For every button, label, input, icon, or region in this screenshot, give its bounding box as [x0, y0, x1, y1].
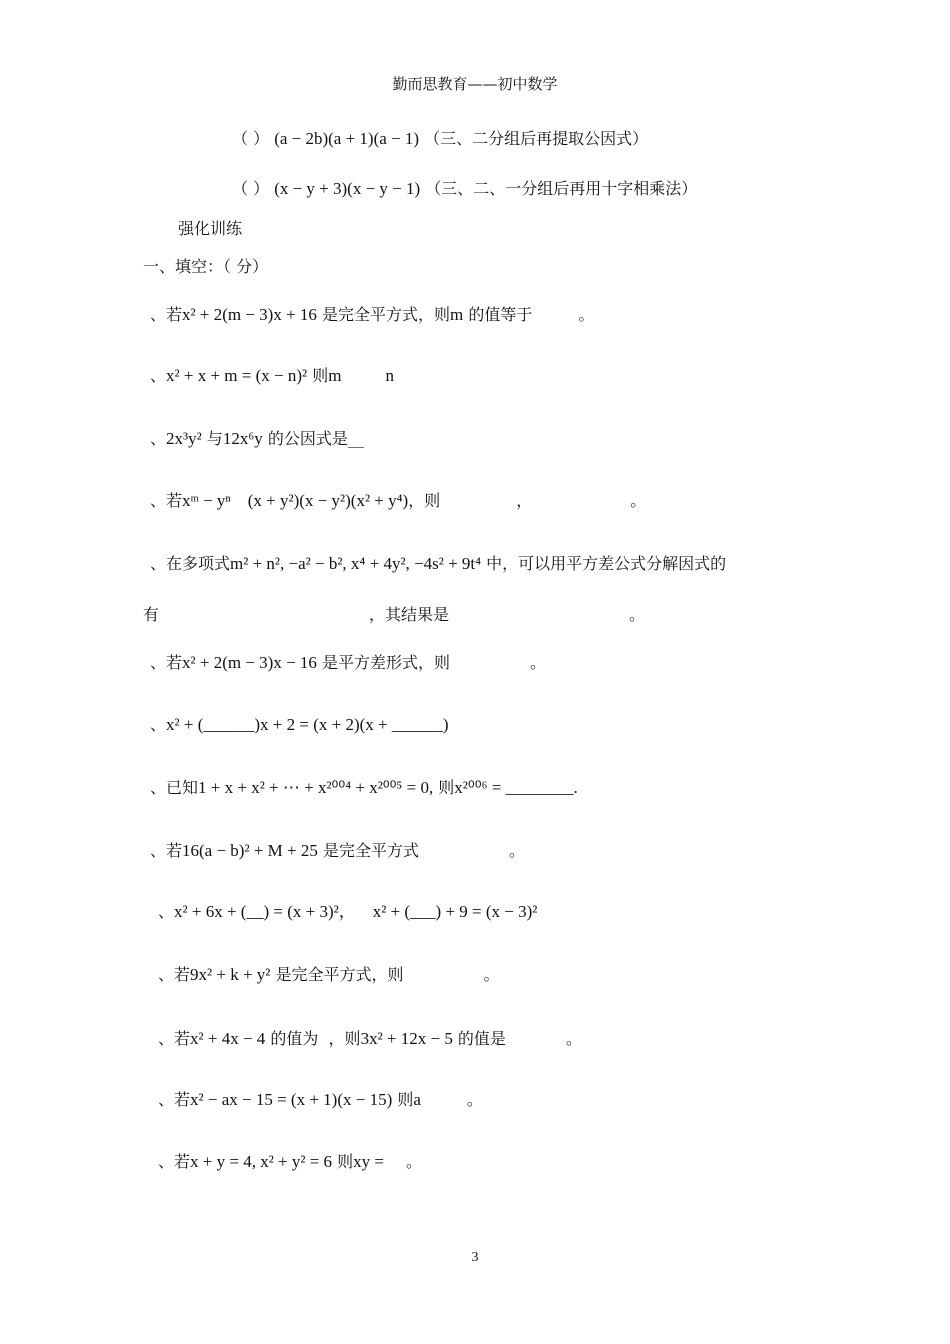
item-math: x² − ax − 15 = (x + 1)(x − 15): [190, 1090, 393, 1109]
item-text: 是完全平方式，则: [316, 305, 451, 324]
answer-expression: (x − y + 3)(x − y − 1): [274, 179, 421, 198]
item-math: a: [413, 1090, 421, 1109]
question-item: [158, 1089, 483, 1111]
answer-paren: （ ）: [232, 179, 270, 198]
item-text: 、若: [150, 841, 183, 860]
item-text: 。: [630, 491, 647, 510]
item-text: 是完全平方式: [317, 841, 419, 860]
item-text: 的值是: [452, 1029, 506, 1048]
page-number: 3: [471, 1250, 479, 1265]
answer-line-1: [232, 128, 648, 150]
item-math: x² + x + m = (x − n)²: [166, 366, 308, 385]
item-text: 。: [466, 1090, 483, 1109]
item-text: ，: [516, 491, 533, 510]
item-text: 则: [307, 366, 329, 385]
question-item: [150, 777, 578, 799]
item-text: 、在多项式: [150, 554, 231, 573]
item-text: 、: [150, 366, 167, 385]
item-math: m: [450, 305, 464, 324]
item-text: 则: [332, 1152, 354, 1171]
item-math: m: [328, 366, 342, 385]
item-math: 3x² + 12x − 5: [360, 1029, 453, 1048]
item-text: 、若: [158, 965, 191, 984]
item-math: 9x² + k + y²: [190, 965, 271, 984]
item-math: x² + 4x − 4: [190, 1029, 266, 1048]
item-text: 、: [150, 715, 167, 734]
item-text: 的值为 ，则: [265, 1029, 361, 1048]
item-math: 1 + x + x² + ⋯ + x²⁰⁰⁴ + x²⁰⁰⁵ = 0,: [198, 778, 434, 797]
item-text: 是完全平方式，则: [270, 965, 404, 984]
item-text: 。: [578, 305, 595, 324]
item-text: 、若: [158, 1152, 191, 1171]
item-text: 。: [508, 841, 525, 860]
question-item: [158, 1151, 422, 1173]
item-math: xᵐ − yⁿ (x + y²)(x − y²)(x² + y⁴): [182, 491, 409, 510]
item-math: m² + n², −a² − b², x⁴ + 4y², −4s² + 9t⁴: [230, 554, 482, 573]
answer-expression: (a − 2b)(a + 1)(a − 1): [274, 129, 420, 148]
question-item: [158, 964, 500, 986]
item-math: x² + 2(m − 3)x − 16: [182, 653, 317, 672]
question-item: [158, 901, 537, 923]
item-text: ，其结果是: [369, 605, 450, 624]
question-item: [150, 840, 525, 862]
item-text: 。: [530, 653, 547, 672]
page-header: 勤而思教育——初中数学: [392, 75, 558, 93]
item-text: 、若: [150, 305, 183, 324]
item-text: 。: [406, 1152, 423, 1171]
question-item: [150, 652, 546, 674]
item-math: x + y = 4, x² + y² = 6: [190, 1152, 333, 1171]
item-text: 与: [201, 429, 223, 448]
item-math: x² + (______)x + 2 = (x + 2)(x + ______): [166, 715, 449, 734]
item-text: 。: [629, 605, 646, 624]
question-item: [158, 1028, 582, 1050]
item-text: 、若: [150, 491, 183, 510]
answer-line-2: [232, 178, 697, 200]
item-text: 的值等于: [463, 305, 533, 324]
item-text: 则: [433, 778, 455, 797]
item-text: 、已知: [150, 778, 199, 797]
answer-note: （三、二分组后再提取公因式）: [424, 129, 649, 148]
item-math: 16(a − b)² + M + 25: [182, 841, 318, 860]
part-title: 一、填空：（ 分）: [143, 257, 269, 276]
item-text: 、若: [158, 1090, 191, 1109]
item-math: x²⁰⁰⁶ = ________.: [454, 778, 578, 797]
item-text: 、若: [158, 1029, 191, 1048]
item-math: 2x³y²: [166, 429, 202, 448]
item-text: 、若: [150, 653, 183, 672]
question-item-continuation: [143, 604, 645, 626]
answer-paren: （ ）: [232, 129, 270, 148]
item-math: xy =: [353, 1152, 384, 1171]
item-text: ，则: [408, 491, 441, 510]
item-math: x² + 2(m − 3)x + 16: [182, 305, 317, 324]
item-text: 、: [150, 429, 167, 448]
item-text: 是平方差形式，则: [316, 653, 451, 672]
item-text: 则: [392, 1090, 414, 1109]
item-text: 中，可以用平方差公式分解因式的: [481, 554, 727, 573]
item-text: 。: [483, 965, 500, 984]
item-text: 的公因式是__: [262, 429, 364, 448]
question-item: [150, 490, 646, 512]
item-math: 12x⁶y: [222, 429, 263, 448]
section-title: 强化训练: [178, 219, 243, 238]
item-math: n: [385, 366, 394, 385]
question-item: [150, 714, 449, 736]
question-item: [150, 428, 364, 450]
item-text: 。: [565, 1029, 582, 1048]
question-item: [150, 304, 594, 326]
item-math: x² + 6x + (__) = (x + 3)²， x² + (___) + 9 = (x − 3)²: [174, 902, 538, 921]
question-item: [150, 365, 394, 387]
item-text: 、: [158, 902, 175, 921]
question-item: [150, 553, 726, 575]
item-text: 有: [143, 605, 160, 624]
answer-note: （三、二、一分组后再用十字相乘法）: [425, 179, 698, 198]
